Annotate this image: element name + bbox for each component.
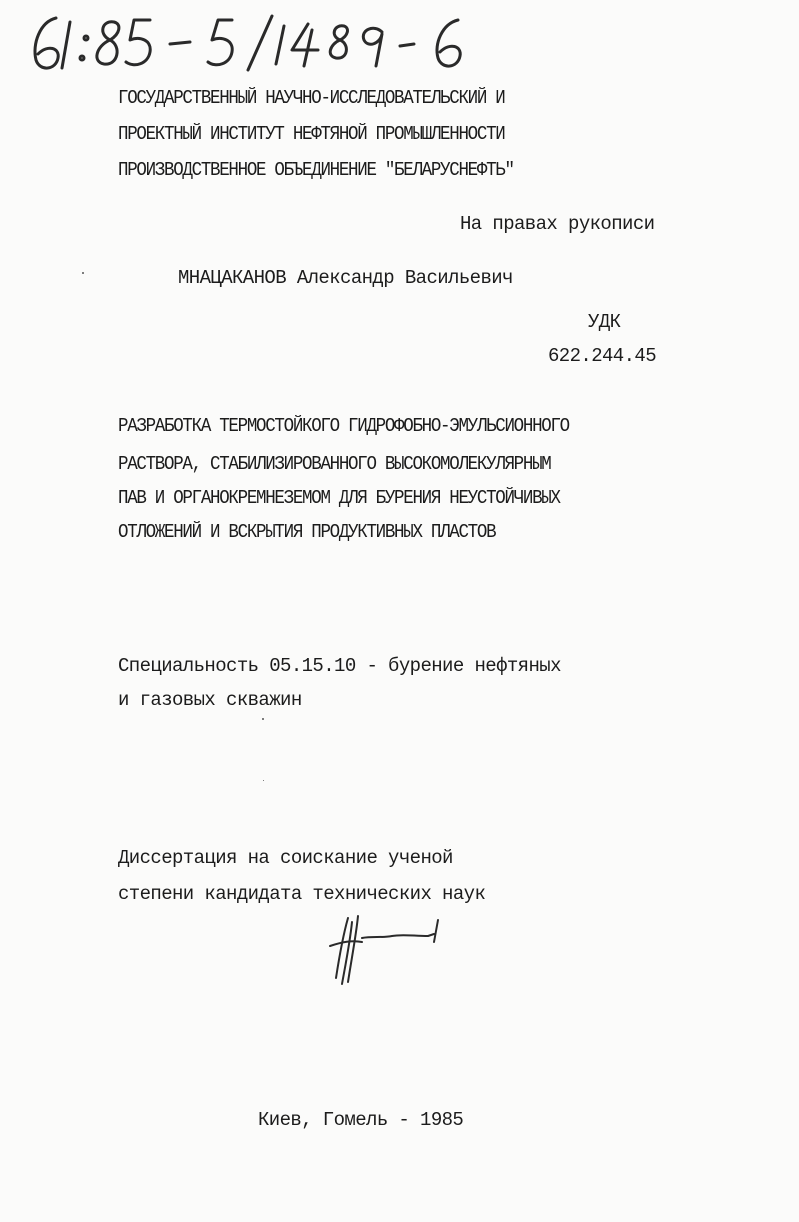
title-line-2: РАСТВОРА, СТАБИЛИЗИРОВАННОГО ВЫСОКОМОЛЕКУЛЯРНЫМ <box>118 453 551 475</box>
place-and-year: Киев, Гомель - 1985 <box>258 1109 464 1131</box>
organization-line-2: ПРОЕКТНЫЙ ИНСТИТУТ НЕФТЯНОЙ ПРОМЫШЛЕННОСТИ <box>118 123 505 145</box>
scan-speck <box>263 780 264 781</box>
title-line-1: РАЗРАБОТКА ТЕРМОСТОЙКОГО ГИДРОФОБНО-ЭМУЛЬСИОННОГО <box>118 415 569 437</box>
organization-line-3: ПРОИЗВОДСТВЕННОЕ ОБЪЕДИНЕНИЕ "БЕЛАРУСНЕФТЬ" <box>118 159 514 181</box>
manuscript-rights-note: На правах рукописи <box>460 213 655 235</box>
title-line-3: ПАВ И ОРГАНОКРЕМНЕЗЕМОМ ДЛЯ БУРЕНИЯ НЕУСТОЙЧИВЫХ <box>118 487 560 509</box>
specialty-line-1: Специальность 05.15.10 - бурение нефтяных <box>118 655 561 677</box>
udc-label: УДК <box>588 311 621 333</box>
udc-code: 622.244.45 <box>548 345 657 367</box>
scan-speck <box>262 718 264 720</box>
degree-line-1: Диссертация на соискание ученой <box>118 847 453 869</box>
specialty-line-2: и газовых скважин <box>118 689 302 711</box>
handwritten-archive-code <box>22 8 482 78</box>
organization-line-1: ГОСУДАРСТВЕННЫЙ НАУЧНО-ИССЛЕДОВАТЕЛЬСКИЙ И <box>118 87 505 109</box>
author-name: МНАЦАКАНОВ Александр Васильевич <box>178 267 513 289</box>
title-line-4: ОТЛОЖЕНИЙ И ВСКРЫТИЯ ПРОДУКТИВНЫХ ПЛАСТОВ <box>118 521 496 543</box>
scan-speck <box>82 272 84 274</box>
degree-line-2: степени кандидата технических наук <box>118 883 486 905</box>
author-signature <box>322 912 452 992</box>
